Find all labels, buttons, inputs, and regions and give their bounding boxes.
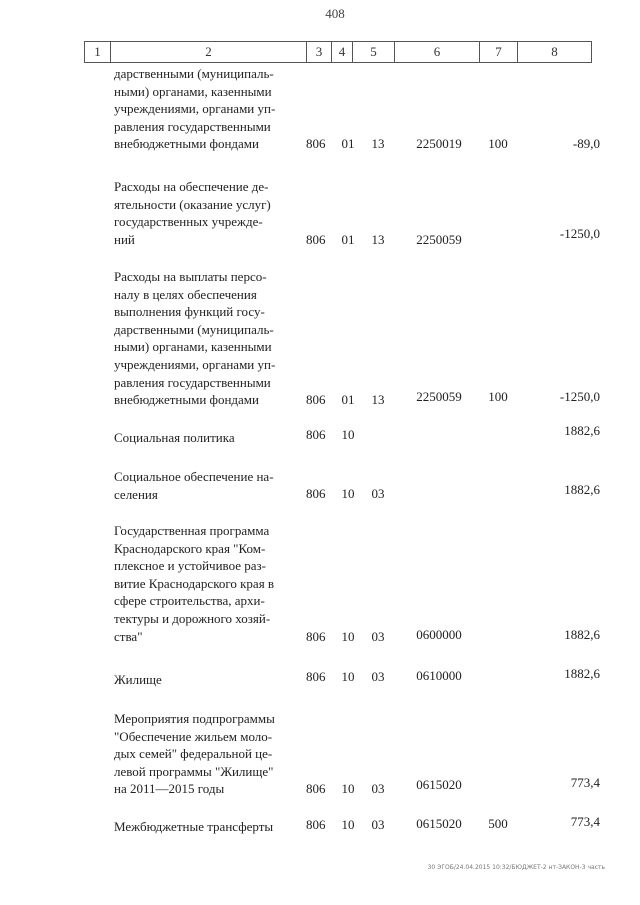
header-col-6: 6 — [395, 42, 480, 62]
cell-col-8: 1882,6 — [564, 666, 600, 681]
cell-col-5: 03 — [371, 669, 385, 684]
cell-col-4: 10 — [341, 781, 355, 797]
cell-col-7: 100 — [488, 389, 508, 404]
table-header — [84, 41, 592, 63]
cell-col-6: 0615020 — [416, 777, 462, 792]
cell-col-8: -89,0 — [572, 136, 600, 152]
cell-col-8: 773,4 — [570, 775, 600, 790]
header-col-3: 3 — [307, 42, 332, 62]
cell-col-6: 0615020 — [416, 816, 462, 831]
cell-col-3: 806 — [306, 231, 326, 247]
cell-col-3: 806 — [306, 486, 326, 501]
cell-col-7: 500 — [488, 816, 508, 831]
row-description: дарственными (муниципаль- ными) органами, казенными учреждениями, органами уп- равления государственными внебюджетными фондами — [114, 66, 276, 152]
page-number: 408 — [325, 6, 345, 21]
cell-col-8: -1250,0 — [559, 226, 600, 241]
cell-col-3: 806 — [306, 392, 326, 408]
cell-col-3: 806 — [306, 427, 326, 442]
cell-col-8: 1882,6 — [564, 627, 600, 642]
header-col-8: 8 — [551, 44, 558, 59]
row-description: Мероприятия подпрограммы "Обеспечение жильем моло- дых семей" федеральной це- левой программы "Жилище" на 2011—2015 годы — [114, 711, 275, 797]
cell-col-6: 2250059 — [416, 231, 462, 247]
cell-col-5: 03 — [371, 629, 385, 644]
header-col-2: 2 — [111, 42, 307, 62]
row-description: Социальное обеспечение на- селения — [114, 469, 274, 502]
print-footer: 30 ЭГОБ/24.04.2015 10:32/БЮДЖЕТ-2 нт-ЗАКОН-3 часть — [427, 864, 605, 871]
row-description: Расходы на выплаты персо- налу в целях обеспечения выполнения функций госу- дарственными (муниципаль- ными) органами, казенными учреждениями, органами уп- равления государственными внебюджетными фондами — [114, 269, 276, 408]
cell-col-5: 03 — [371, 817, 385, 832]
cell-col-3: 806 — [306, 817, 326, 832]
cell-col-8: -1250,0 — [559, 389, 600, 404]
cell-col-6: 2250059 — [416, 389, 462, 404]
cell-col-4: 10 — [341, 669, 355, 684]
row-description: Расходы на обеспечение де- ятельности (оказание услуг) государственных учрежде- ний — [114, 179, 271, 247]
header-col-7: 7 — [480, 42, 518, 62]
cell-col-4: 01 — [341, 392, 355, 408]
row-description: Социальная политика — [114, 430, 235, 445]
cell-col-3: 806 — [306, 669, 326, 684]
cell-col-5: 03 — [371, 486, 385, 501]
cell-col-4: 10 — [341, 486, 355, 501]
cell-col-5: 13 — [371, 136, 385, 152]
cell-col-5: 13 — [371, 231, 385, 247]
cell-col-6: 0610000 — [416, 668, 462, 683]
cell-col-6: 2250019 — [416, 136, 462, 152]
cell-col-7: 100 — [488, 136, 508, 152]
cell-col-6: 0600000 — [416, 627, 462, 642]
cell-col-4: 01 — [341, 231, 355, 247]
cell-col-4: 10 — [341, 817, 355, 832]
cell-col-3: 806 — [306, 781, 326, 797]
header-col-5: 5 — [353, 42, 395, 62]
cell-col-8: 1882,6 — [564, 423, 600, 438]
cell-col-5: 03 — [371, 781, 385, 797]
row-description: Государственная программа Краснодарского края "Ком- плексное и устойчивое раз- витие Краснодарского края в сфере строительства, архи- тектуры и дорожного хозяй- ства" — [114, 523, 275, 644]
cell-col-3: 806 — [306, 136, 326, 152]
cell-col-8: 1882,6 — [564, 482, 600, 497]
cell-col-3: 806 — [306, 629, 326, 644]
header-col-1: 1 — [85, 42, 111, 62]
cell-col-5: 13 — [371, 392, 385, 408]
cell-col-4: 10 — [341, 629, 355, 644]
cell-col-4: 10 — [341, 427, 355, 442]
row-description: Межбюджетные трансферты — [114, 819, 274, 834]
cell-col-4: 01 — [341, 136, 355, 152]
row-description: Жилище — [114, 672, 162, 687]
header-col-4: 4 — [332, 42, 353, 62]
cell-col-8: 773,4 — [570, 814, 600, 829]
